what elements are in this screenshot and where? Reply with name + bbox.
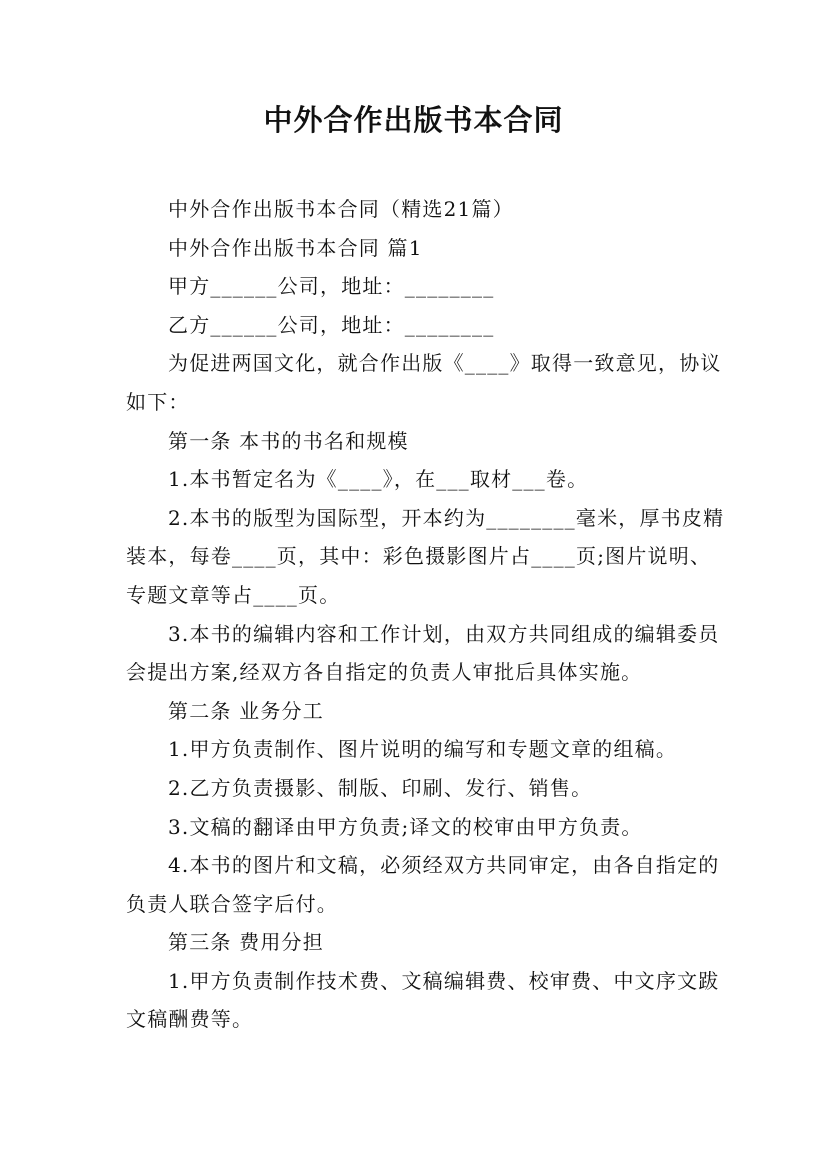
paragraph-part-heading: 中外合作出版书本合同 篇1 bbox=[168, 235, 423, 260]
paragraph-subtitle: 中外合作出版书本合同（精选21篇） bbox=[168, 197, 514, 221]
article-2-heading: 第二条 业务分工 bbox=[168, 698, 324, 723]
article-1-heading: 第一条 本书的书名和规模 bbox=[168, 428, 409, 453]
document-title: 中外合作出版书本合同 bbox=[263, 103, 564, 137]
paragraph-preamble: 为促进两国文化，就合作出版《____》取得一致意见，协议如下： bbox=[126, 351, 722, 414]
article-3-heading: 第三条 费用分担 bbox=[168, 930, 324, 955]
document-body bbox=[126, 190, 726, 1039]
paragraph-party-a: 甲方______公司，地址：________ bbox=[168, 274, 495, 299]
article-2-item-2: 2.乙方负责摄影、制版、印刷、发行、销售。 bbox=[168, 775, 593, 800]
article-3-item-1: 1.甲方负责制作技术费、文稿编辑费、校审费、中文序文跋文稿酬费等。 bbox=[126, 968, 720, 1032]
article-2-item-4: 4.本书的图片和文稿，必须经双方共同审定，由各自指定的负责人联合签字后付。 bbox=[126, 853, 720, 916]
article-1-item-1: 1.本书暂定名为《____》，在___取材___卷。 bbox=[168, 467, 589, 492]
paragraph-party-b: 乙方______公司，地址：________ bbox=[168, 312, 495, 337]
article-1-item-2: 2.本书的版型为国际型，开本约为________毫米，厚书皮精装本，每卷____页，其中：彩色摄影图片占____页;图片说明、专题文章等占____页。 bbox=[126, 505, 725, 607]
article-1-item-3: 3.本书的编辑内容和工作计划，由双方共同组成的编辑委员会提出方案,经双方各自指定的负责人审批后具体实施。 bbox=[126, 621, 720, 685]
article-2-item-3: 3.文稿的翻译由甲方负责;译文的校审由甲方负责。 bbox=[168, 814, 643, 839]
article-2-item-1: 1.甲方负责制作、图片说明的编写和专题文章的组稿。 bbox=[168, 737, 678, 762]
